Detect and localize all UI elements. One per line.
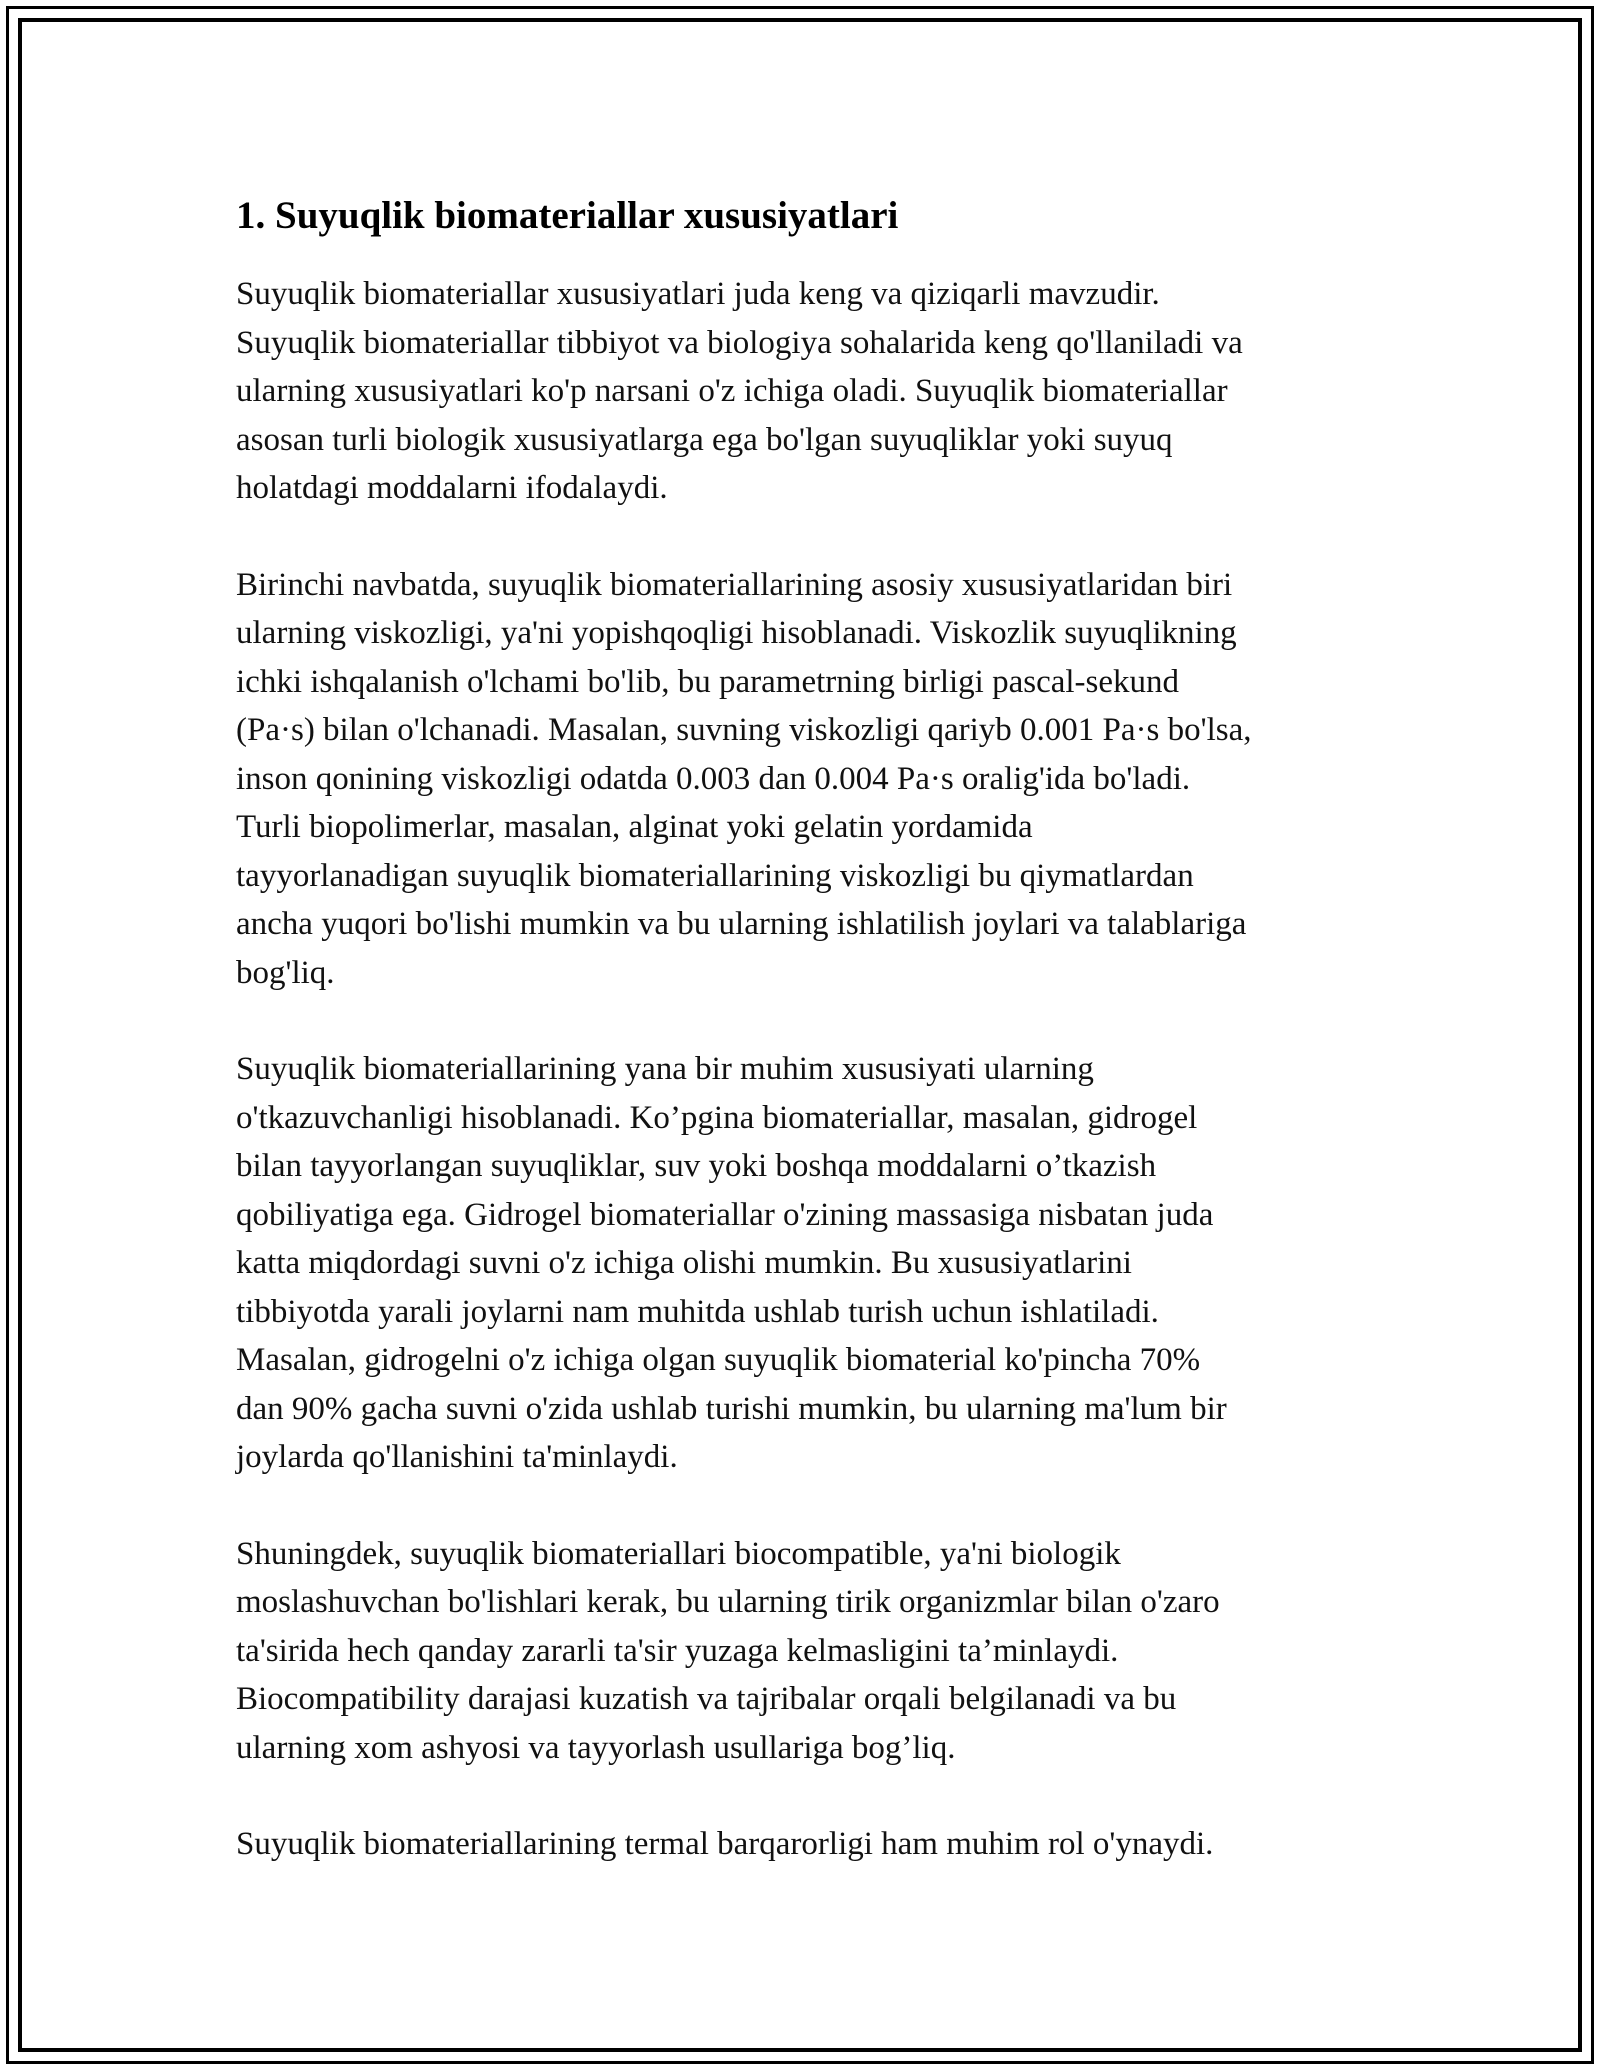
paragraph-biocompatibility: Shuningdek, suyuqlik biomateriallari biocompatible, ya'ni biologik moslashuvchan bo'lishlari kerak, bu ularning tirik organizmlar bilan o'zaro ta'sirida hech qanday zararli ta'sir yuzaga kelmasligini ta’minlaydi. Biocompatibility darajasi kuzatish va tajribalar orqali belgilanadi va bu ularning xom ashyosi va tayyorlash usullariga bog’liq. (236, 1535, 1220, 1766)
paragraph-permeability: Suyuqlik biomateriallarining yana bir muhim xususiyati ularning o'tkazuvchanligi hisoblanadi. Ko’pgina biomateriallar, masalan, gidrogel bilan tayyorlangan suyuqliklar, suv yoki boshqa moddalarni o’tkazish qobiliyatiga ega. Gidrogel biomateriallar o'zining massasiga nisbatan juda katta miqdordagi suvni o'z ichiga olishi mumkin. Bu xususiyatlarini tibbiyotda yarali joylarni nam muhitda ushlab turish uchun ishlatiladi. Masalan, gidrogelni o'z ichiga olgan suyuqlik biomaterial ko'pincha 70% dan 90% gacha suvni o'zida ushlab turishi mumkin, bu ularning ma'lum bir joylarda qo'llanishini ta'minlaydi. (236, 1051, 1227, 1475)
paragraph-intro: Suyuqlik biomateriallar xususiyatlari juda keng va qiziqarli mavzudir. Suyuqlik biomateriallar tibbiyot va biologiya sohalarida keng qo'llaniladi va ularning xususiyatlari ko'p narsani o'z ichiga oladi. Suyuqlik biomateriallar asosan turli biologik xususiyatlarga ega bo'lgan suyuqliklar yoki suyuq holatdagi moddalarni ifodalaydi. (236, 276, 1243, 506)
paragraph-thermal-stability: Suyuqlik biomateriallarining termal barqarorligi ham muhim rol o'ynaydi. (236, 1826, 1214, 1862)
paragraph-viscosity: Birinchi navbatda, suyuqlik biomateriallarining asosiy xususiyatlaridan biri ularning viskozligi, ya'ni yopishqoqligi hisoblanadi. Viskozlik suyuqlikning ichki ishqalanish o'lchami bo'lib, bu parametrning birligi pascal-sekund (Pa·s) bilan o'lchanadi. Masalan, suvning viskozligi qariyb 0.001 Pa·s bo'lsa, inson qonining viskozligi odatda 0.003 dan 0.004 Pa·s oralig'ida bo'ladi. Turli biopolimerlar, masalan, alginat yoki gelatin yordamida tayyorlanadigan suyuqlik biomateriallarining viskozligi bu qiymatlardan ancha yuqori bo'lishi mumkin va bu ularning ishlatilish joylari va talablariga bog'liq. (236, 566, 1252, 991)
document-body (236, 188, 1371, 1917)
section-heading: 1. Suyuqlik biomateriallar xususiyatlari (236, 194, 899, 237)
